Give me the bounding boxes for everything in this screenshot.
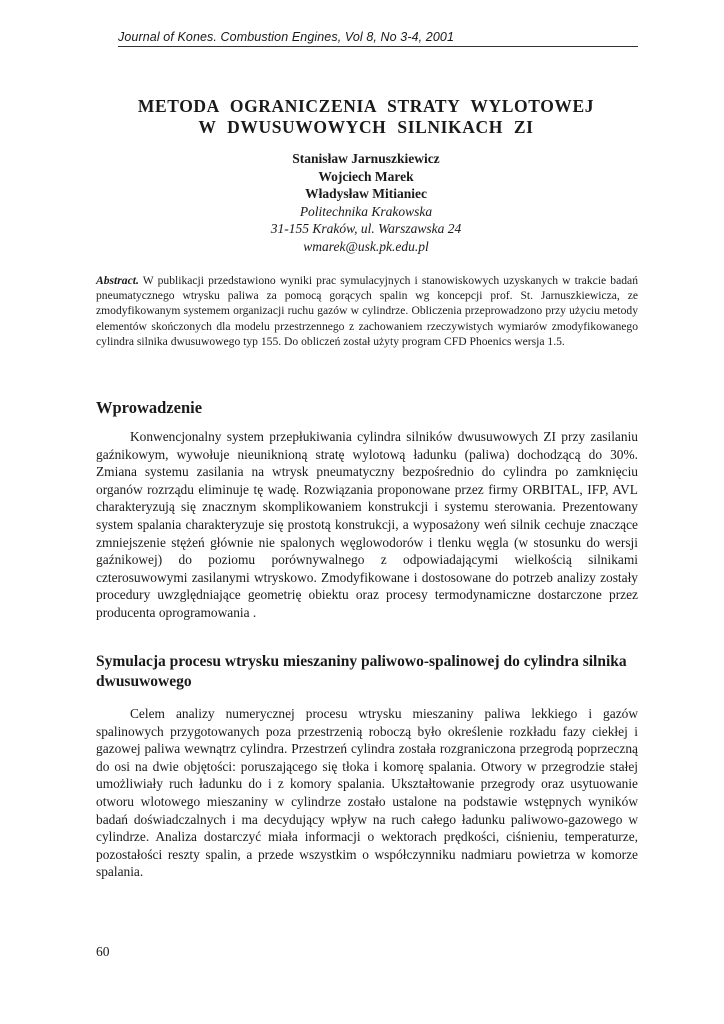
abstract — [96, 273, 638, 349]
author-institution: Politechnika Krakowska — [299, 203, 433, 219]
page-number: 60 — [96, 944, 110, 959]
paper-title — [96, 96, 636, 138]
journal-header: Journal of Kones. Combustion Engines, Vol 8, No 3-4, 2001 — [118, 30, 638, 47]
abstract-text: W publikacji przedstawiono wyniki prac symulacyjnych i stanowiskowych uzyskanych w trakcie badań pneumatycznego wtrysku paliwa za pomocą gorących spalin wg koncepcji prof. St. Jarnuszkiewicza, ze zmodyfikowanym systemem organizacji ruchu gazów w cylindrze. Obliczenia przeprowadzono przy użyciu metody elementów skończonych dla modelu przestrzennego z zachowaniem rzeczywistych wymiarów zmodyfikowanego cylindra silnika dwusuwowego typ 155. Do obliczeń został użyty program CFD Phoenics wersja 1.5. — [96, 274, 638, 348]
section-paragraph-introduction: Konwencjonalny system przepłukiwania cylindra silników dwusuwowych ZI przy zasilaniu gaźnikowym, wywołuje nieuniknioną stratę wylotową ładunku (paliwa) dochodzącą do 30%. Zmiana systemu zasilania na wtrysk pneumatyczny bezpośrednio do cylindra po zamknięciu organów rozrządu eliminuje tę wadę. Rozwiązania proponowane przez firmy ORBITAL, IFP, AVL charakteryzują się znacznym skomplikowaniem konstrukcji i systemu sterowania. Prezentowany system spalania charakteryzuje się prostotą konstrukcji, a wyposażony weń silnik cechuje znaczące zmniejszenie stężeń głównie nie spalonych węglowodorów i tlenku węgla (w stosunku do wersji gaźnikowej) do poziomu porównywalnego z odpowiadającymi wielkością silnikami czterosuwowymi zasilanymi wtryskowo. Zmodyfikowane i dostosowane do potrzeb analizy zostały procedury uwzględniające geometrię obiektu oraz procesy termodynamiczne dostarczone przez producenta oprogramowania . — [96, 429, 638, 620]
section-paragraph-simulation: Celem analizy numerycznej procesu wtrysku mieszaniny paliwa lekkiego i gazów spalinowych przygotowanych poza przestrzenią roboczą było określenie rozkładu fazy ciekłej i gazowej paliwa wewnątrz cylindra. Przestrzeń cylindra została rozgraniczona przegrodą poprzeczną do osi na dwie objętości: poruszającego się tłoka i komorę spalania. Otwory w przegrodzie stałej umożliwiały ruch ładunku do i z komory spalania. Ukształtowanie przegrody oraz usytuowanie otworu wlotowego mieszaniny w cylindrze zostało ustalone na podstawie wstępnych wyników badań doświadczalnych i ma decydujący wpływ na ruch całego ładunku paliwowo-gazowego w cylindrze. Analiza dostarczyć miała informacji o wektorach prędkości, ciśnieniu, temperaturze, pozostałości reszty spalin, a przede wszystkim o współczynniku nadmiaru powietrza w komorze spalania. — [96, 706, 638, 880]
author-name: Stanisław Jarnuszkiewicz — [292, 151, 440, 166]
author-name: Wojciech Marek — [318, 168, 414, 184]
section-heading-introduction: Wprowadzenie — [96, 398, 203, 417]
author-name: Władysław Mitianiec — [305, 186, 427, 201]
author-email: wmarek@usk.pk.edu.pl — [303, 238, 429, 254]
title-line-2: W DWUSUWOWYCH SILNIKACH ZI — [198, 117, 534, 137]
author-block — [166, 150, 566, 255]
author-address: 31-155 Kraków, ul. Warszawska 24 — [270, 221, 462, 236]
section-heading-simulation: Symulacja procesu wtrysku mieszaniny paliwowo-spalinowej do cylindra silnika dwusuwowego — [96, 653, 627, 690]
title-line-1: METODA OGRANICZENIA STRATY WYLOTOWEJ — [137, 96, 595, 116]
abstract-label: Abstract. — [96, 274, 139, 287]
